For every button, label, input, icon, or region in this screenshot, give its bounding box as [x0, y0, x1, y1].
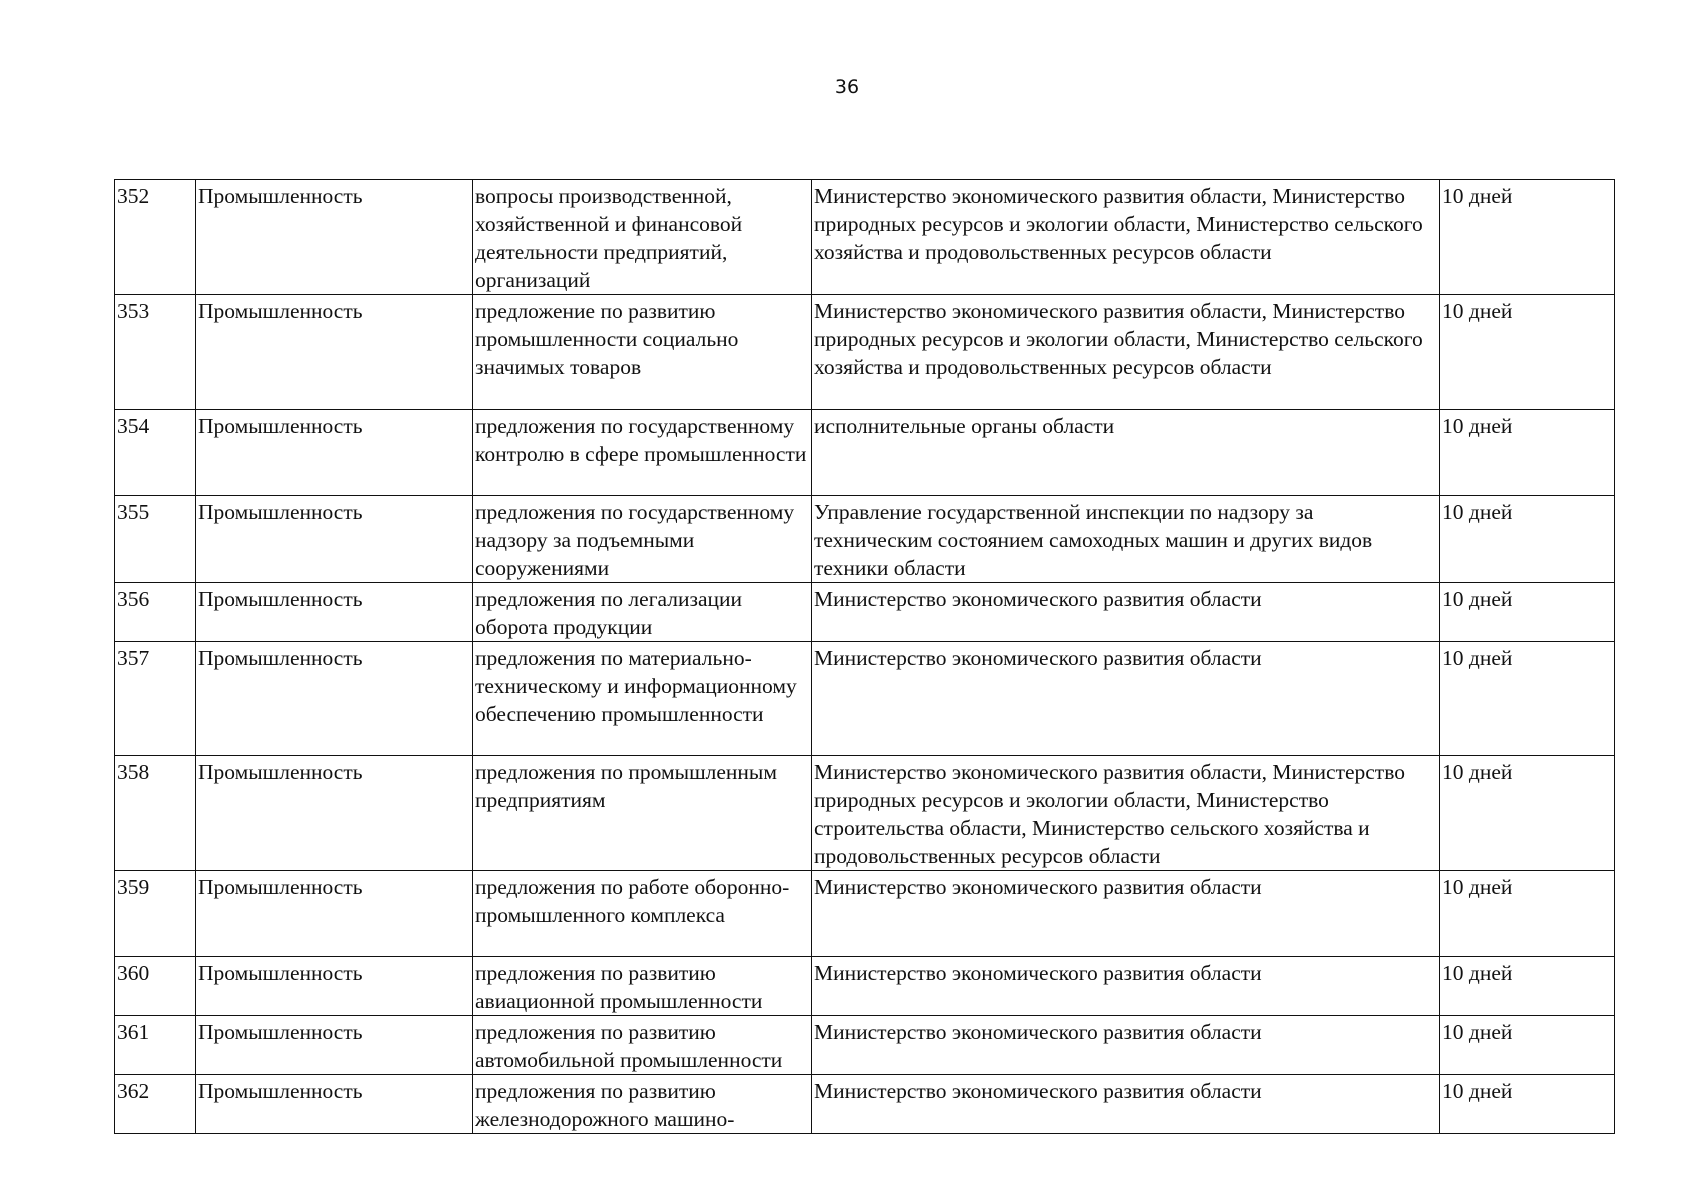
row-number: 355	[115, 496, 196, 583]
table-row	[115, 1016, 1615, 1075]
term-cell: 10 дней	[1440, 496, 1615, 583]
branch-cell: Промышленность	[196, 871, 473, 957]
row-number: 353	[115, 295, 196, 410]
branch-cell: Промышленность	[196, 957, 473, 1016]
subject-cell: предложение по развитию промышленности социально значимых товаров	[473, 295, 812, 410]
subject-cell: предложения по развитию железнодорожного машино-	[473, 1075, 812, 1134]
branch-cell: Промышленность	[196, 1075, 473, 1134]
row-number: 356	[115, 583, 196, 642]
page-number: 36	[834, 76, 860, 98]
table-row	[115, 756, 1615, 871]
table-row	[115, 180, 1615, 295]
subject-cell: предложения по государственному контролю в сфере промышленности	[473, 410, 812, 496]
term-cell: 10 дней	[1440, 756, 1615, 871]
table-row	[115, 583, 1615, 642]
subject-cell: предложения по материально-техническому и информационному обеспечению промышленности	[473, 642, 812, 756]
branch-cell: Промышленность	[196, 295, 473, 410]
executors-cell: Управление государственной инспекции по надзору за техническим состоянием самоходных машин и других видов техники области	[812, 496, 1440, 583]
branch-cell: Промышленность	[196, 496, 473, 583]
branch-cell: Промышленность	[196, 410, 473, 496]
term-cell: 10 дней	[1440, 1075, 1615, 1134]
row-number: 362	[115, 1075, 196, 1134]
executors-cell: Министерство экономического развития области	[812, 1016, 1440, 1075]
term-cell: 10 дней	[1440, 583, 1615, 642]
table-body	[115, 180, 1615, 1134]
table-row	[115, 410, 1615, 496]
branch-cell: Промышленность	[196, 1016, 473, 1075]
table-row	[115, 496, 1615, 583]
subject-cell: предложения по развитию автомобильной промышленности	[473, 1016, 812, 1075]
term-cell: 10 дней	[1440, 642, 1615, 756]
branch-cell: Промышленность	[196, 756, 473, 871]
table-row	[115, 871, 1615, 957]
row-number: 358	[115, 756, 196, 871]
subject-cell: предложения по промышленным предприятиям	[473, 756, 812, 871]
term-cell: 10 дней	[1440, 410, 1615, 496]
subject-cell: предложения по государственному надзору за подъемными сооружениями	[473, 496, 812, 583]
row-number: 360	[115, 957, 196, 1016]
term-cell: 10 дней	[1440, 871, 1615, 957]
branch-cell: Промышленность	[196, 642, 473, 756]
executors-cell: исполнительные органы области	[812, 410, 1440, 496]
executors-cell: Министерство экономического развития области	[812, 957, 1440, 1016]
branch-cell: Промышленность	[196, 180, 473, 295]
term-cell: 10 дней	[1440, 957, 1615, 1016]
row-number: 352	[115, 180, 196, 295]
term-cell: 10 дней	[1440, 180, 1615, 295]
table-row	[115, 642, 1615, 756]
subject-cell: предложения по развитию авиационной промышленности	[473, 957, 812, 1016]
registry-table	[114, 179, 1615, 1134]
table-row	[115, 1075, 1615, 1134]
executors-cell: Министерство экономического развития области, Министерство природных ресурсов и экологии области, Министерство строительства области, Министерство сельского хозяйства и продовольственных ресурсов области	[812, 756, 1440, 871]
table-row	[115, 295, 1615, 410]
executors-cell: Министерство экономического развития области	[812, 583, 1440, 642]
row-number: 361	[115, 1016, 196, 1075]
subject-cell: предложения по легализации оборота продукции	[473, 583, 812, 642]
row-number: 354	[115, 410, 196, 496]
branch-cell: Промышленность	[196, 583, 473, 642]
executors-cell: Министерство экономического развития области	[812, 642, 1440, 756]
executors-cell: Министерство экономического развития области	[812, 871, 1440, 957]
executors-cell: Министерство экономического развития области, Министерство природных ресурсов и экологии области, Министерство сельского хозяйства и продовольственных ресурсов области	[812, 295, 1440, 410]
term-cell: 10 дней	[1440, 295, 1615, 410]
subject-cell: предложения по работе оборонно-промышленного комплекса	[473, 871, 812, 957]
table-row	[115, 957, 1615, 1016]
subject-cell: вопросы производственной, хозяйственной и финансовой деятельности предприятий, организаций	[473, 180, 812, 295]
row-number: 357	[115, 642, 196, 756]
executors-cell: Министерство экономического развития области, Министерство природных ресурсов и экологии области, Министерство сельского хозяйства и продовольственных ресурсов области	[812, 180, 1440, 295]
row-number: 359	[115, 871, 196, 957]
executors-cell: Министерство экономического развития области	[812, 1075, 1440, 1134]
term-cell: 10 дней	[1440, 1016, 1615, 1075]
